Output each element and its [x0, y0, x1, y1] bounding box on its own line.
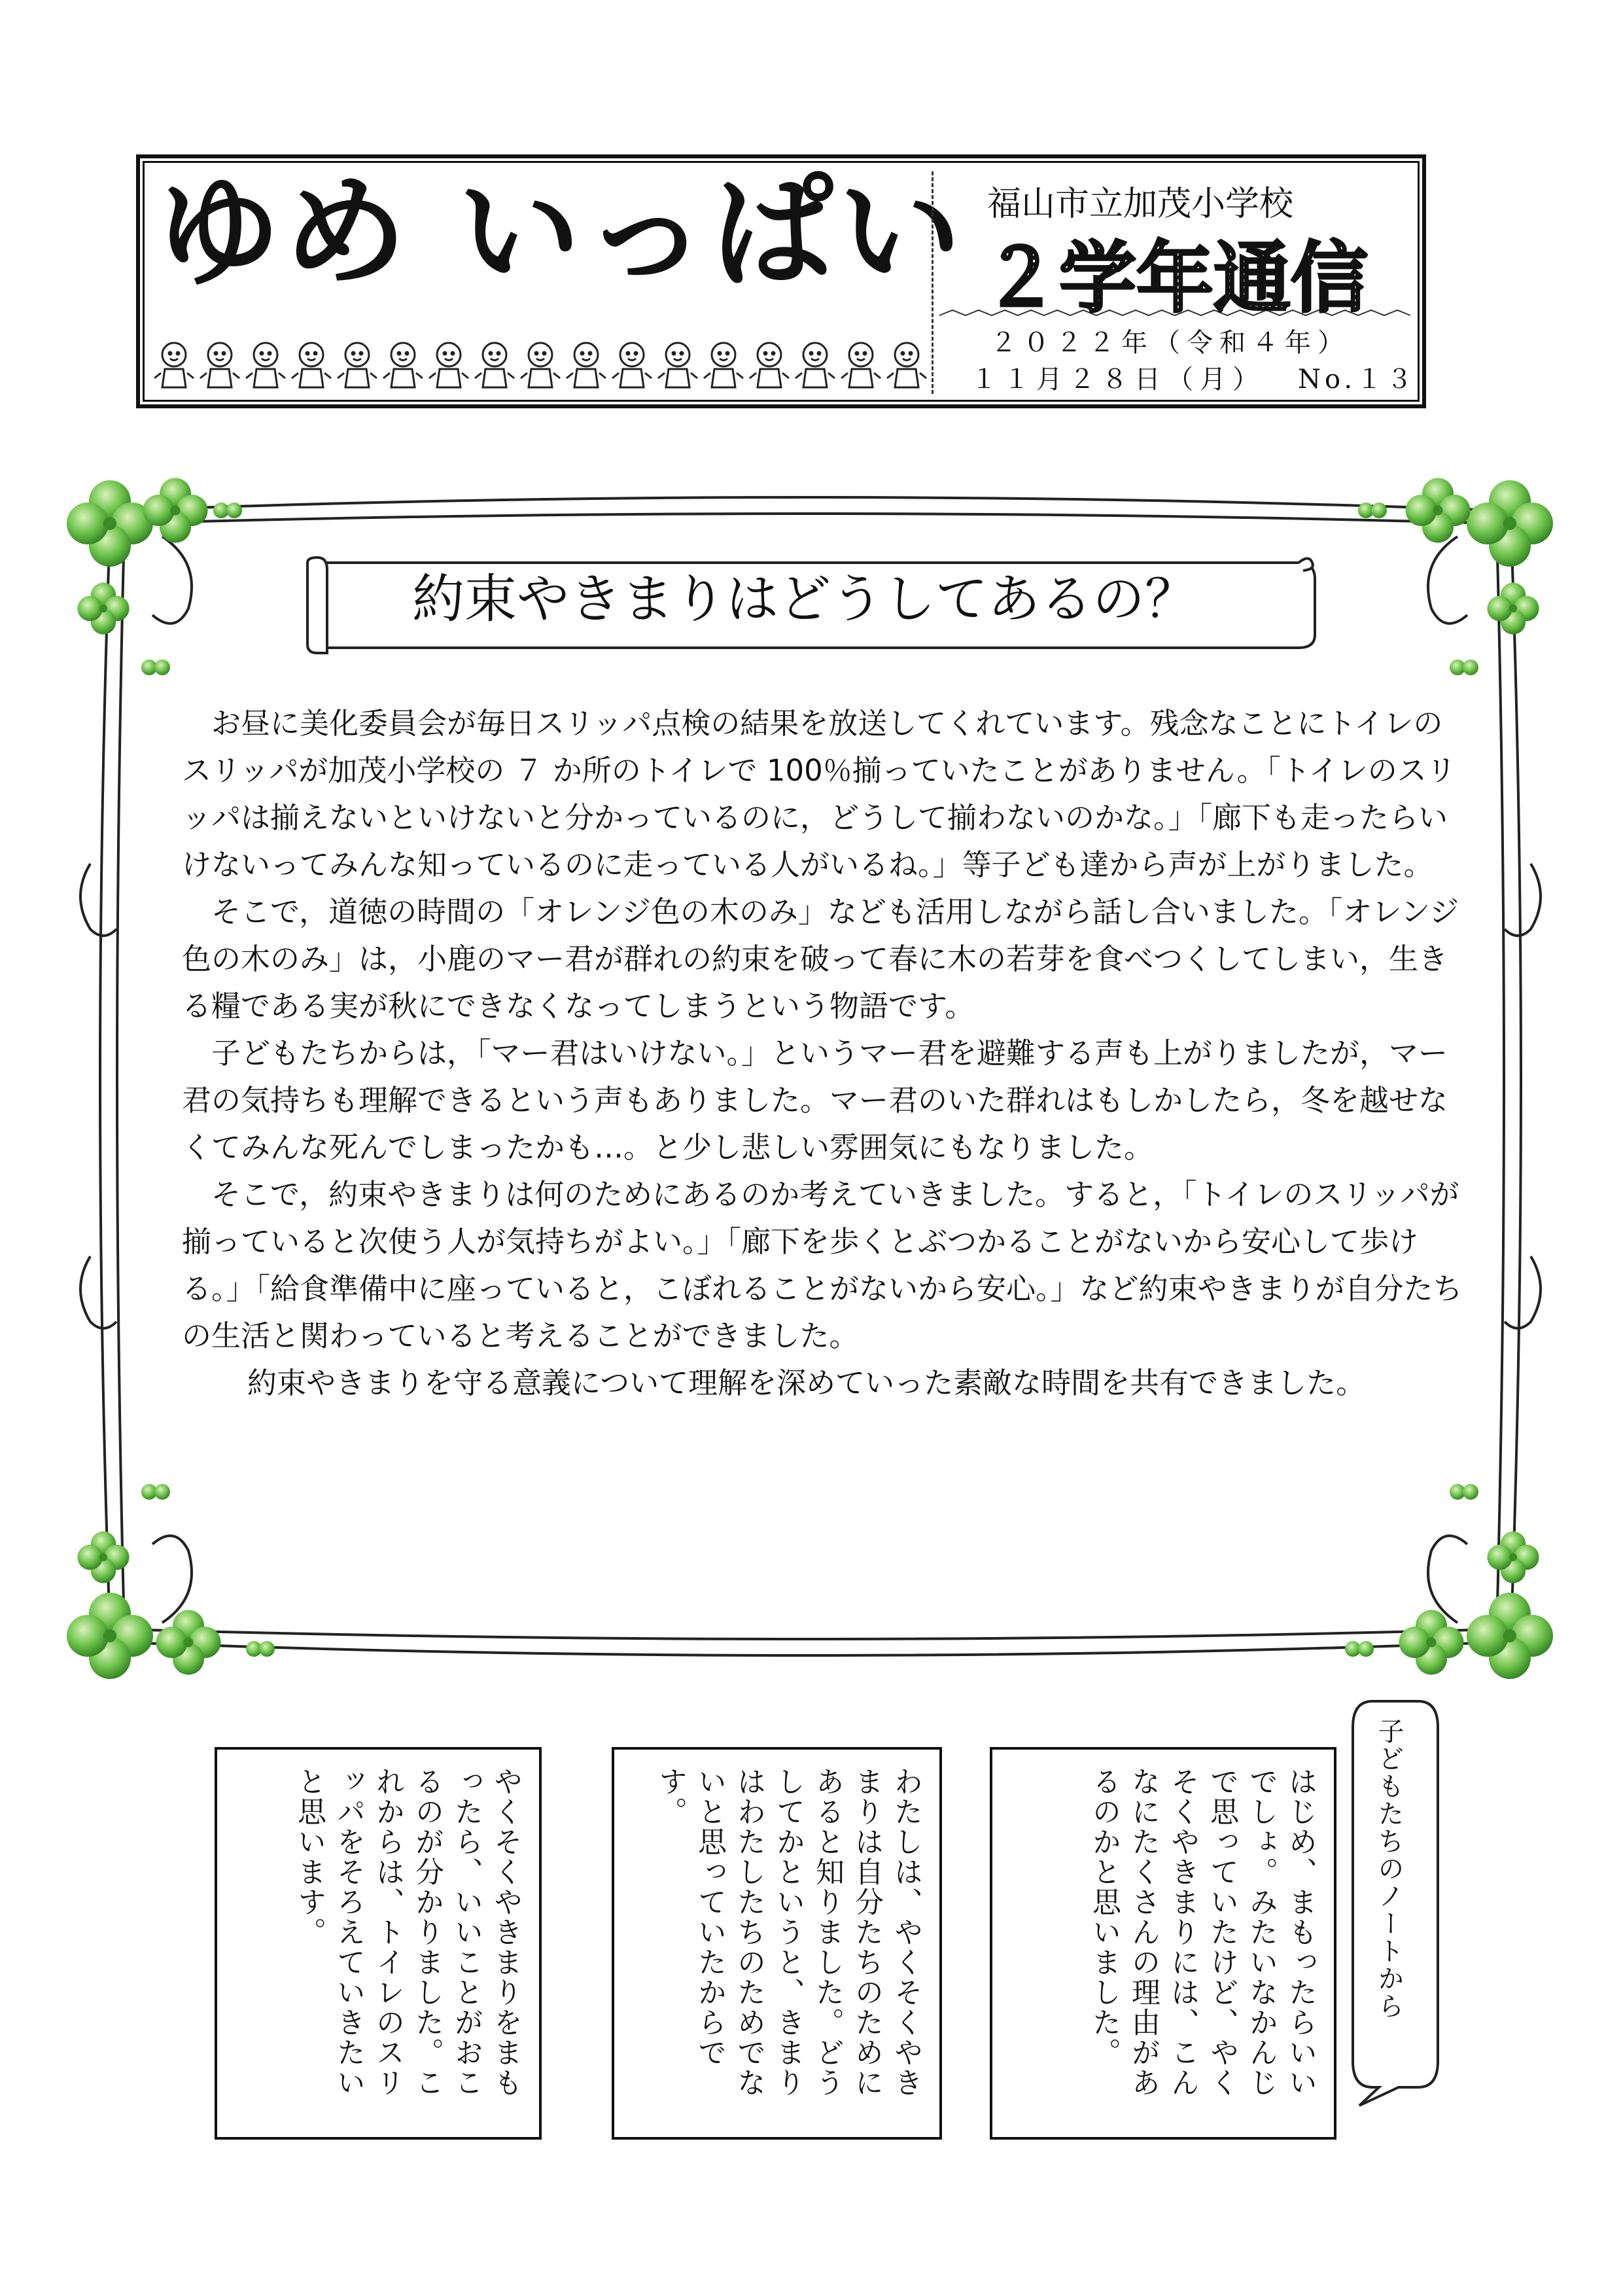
paragraph: 約束やきまりを守る意義について理解を深めていった素敵な時間を共有できました。: [247, 1366, 1366, 1400]
student-note-3: [990, 1747, 1336, 2140]
paragraph: 子どもたちからは，「マー君はいけない。」というマー君を避難する声も上がりましたが，マー君の気持ちも理解できるという声もありました。マー君のいた群れはもしかしたら，冬を越せなくてみんな死んでしまったかも…。と少し悲しい雰囲気にもなりました。: [182, 1036, 1448, 1165]
paragraph: お昼に美化委員会が毎日スリッパ点検の結果を放送してくれています。残念なことにトイレのスリッパが加茂小学校の ７ か所のトイレで 100％揃っていたことがありません。「トイレのスリッパは揃えないといけないと分かっているのに，どうして揃わないのかな。」「廊下も走ったらいけないってみんな知っているのに走っている人がいるね。」等子ども達から声が上がりました。: [182, 706, 1456, 882]
grade-newsletter-text: ２学年通信: [981, 233, 1369, 323]
note-text: はじめ、まもったらいいでしょ。みたいなかんじで思っていたけど、やくそくやきまりには、こんなにたくさんの理由があるのかと思いました。: [1087, 1767, 1317, 2098]
student-note-2: [612, 1747, 942, 2140]
paragraph: そこで，道徳の時間の「オレンジ色の木のみ」なども活用しながら話し合いました。「オレンジ色の木のみ」は，小鹿のマー君が群れの約束を破って春に木の若芽を食べつくしてしまい，生きる糧である実が秋にできなくなってしまうという物語です。: [182, 894, 1459, 1023]
school-name: 福山市立加茂小学校: [987, 185, 1294, 224]
date-day: １１月２８日（月）: [971, 364, 1265, 395]
note-text: やくそくやきまりをまもったら、いいことがおこるのが分かりました。これからは、トイレのスリッパをそろえていきたいと思います。: [292, 1767, 522, 2098]
newsletter-header: [136, 154, 1426, 408]
student-note-1: [215, 1747, 542, 2140]
notes-label: 子どもたちのノートから: [1374, 1718, 1404, 2020]
masthead-title: ゆめ いっぱい: [157, 161, 966, 304]
article-body: [182, 700, 1464, 1407]
issue-number: No.１３: [1298, 364, 1417, 395]
paragraph: そこで，約束やきまりは何のためにあるのか考えていきました。すると，「トイレのスリッパが揃っていると次使う人が気持ちがよい。」「廊下を歩くとぶつかることがないから安心して歩ける。」「給食準備中に座っていると，こぼれることがないから安心。」など約束やきまりが自分たちの生活と関わっていると考えることができました。: [182, 1177, 1463, 1353]
article-title: 約束やきまりはどうしてあるの？: [412, 569, 1197, 629]
children-illustration: [154, 335, 939, 398]
note-text: わたしは、やくそくやきまりは自分たちのためにあると知りました。どうしてかというと、きまりはわたしたちのためでないと思っていたからです。: [654, 1767, 922, 2098]
grade-newsletter-banner: [933, 232, 1417, 336]
date-year: ２０２２年（令和４年）: [990, 328, 1350, 358]
